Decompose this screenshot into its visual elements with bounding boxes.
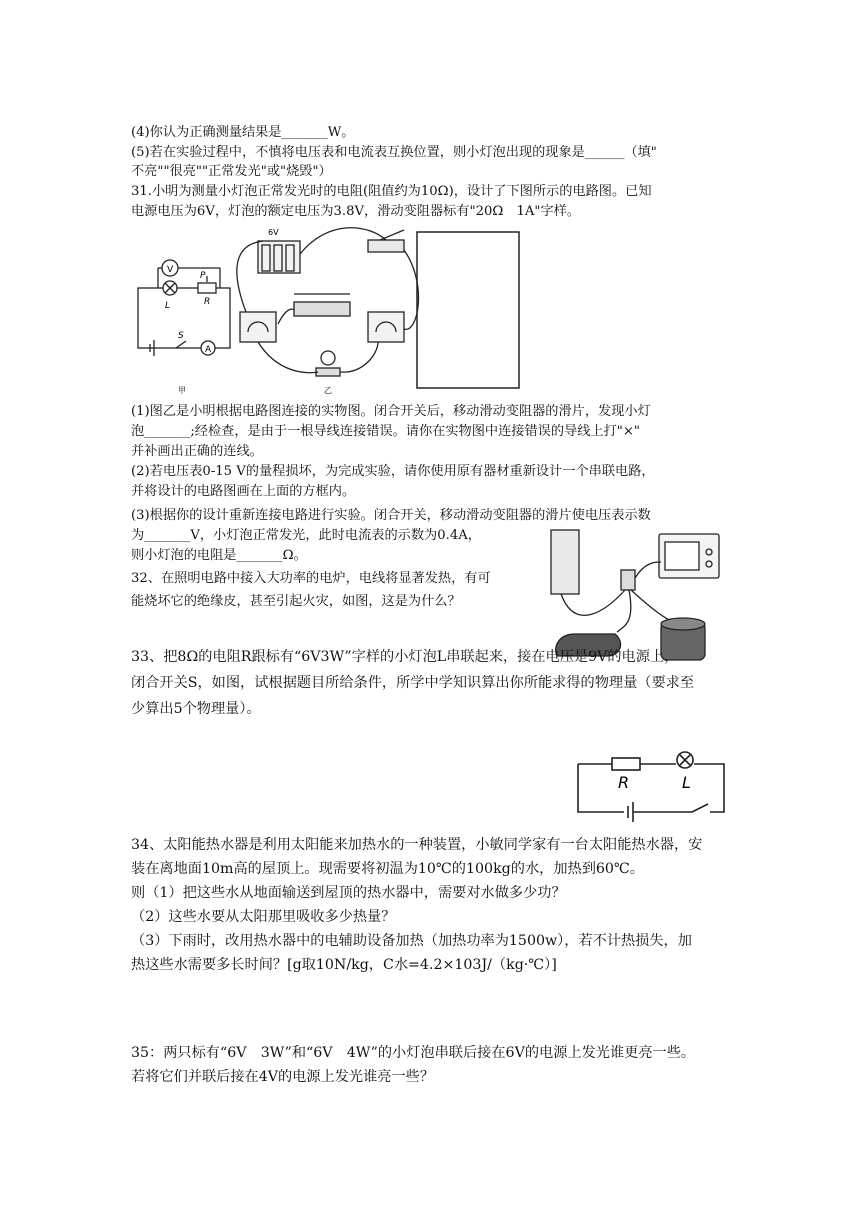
figure-33-circuit: [572, 748, 732, 824]
figure-32-appliances-image: [545, 522, 725, 668]
text-line: 32、在照明电路中接入大功率的电炉，电线将显著发热，有可: [131, 571, 491, 586]
text-line: 能烧坏它的绝缘皮，甚至引起火灾，如图，这是为什么？: [131, 594, 461, 609]
fig31-label-V: V: [167, 265, 174, 275]
fig31-label-P: P: [200, 271, 206, 281]
text-line: (4)你认为正确测量结果是_______W。: [131, 125, 355, 140]
text-line: 则小灯泡的电阻是_______Ω。: [131, 548, 307, 563]
text-line: 装在离地面10m高的屋顶上。现需要将初温为10℃的100kg的水，加热到60℃。: [131, 861, 644, 877]
fig31-label-R: R: [204, 297, 211, 307]
text-line: 为_______V，小灯泡正常发光，此时电流表的示数为0.4A，: [131, 528, 481, 543]
fig31-caption-jia: 甲: [178, 386, 186, 395]
text-line: 则（1）把这些水从地面输送到屋顶的热水器中，需要对水做多少功？: [131, 885, 566, 901]
text-line: (1)图乙是小明根据电路图连接的实物图。闭合开关后，移动滑动变阻器的滑片，发现小灯: [131, 404, 651, 419]
text-line: 少算出5个物理量）。: [131, 701, 261, 717]
text-line: 并补画出正确的连线。: [131, 444, 263, 459]
text-line: 35：两只标有“6V 3W”和“6V 4W”的小灯泡串联后接在6V的电源上发光谁更亮一些。: [131, 1045, 696, 1061]
text-line: 若将它们并联后接在4V的电源上发光谁亮一些？: [131, 1069, 435, 1085]
fig31-label-A: A: [205, 345, 212, 355]
text-line: 热这些水需要多长时间？[g取10N/kg，C水=4.2×103J/（kg·℃）]: [131, 957, 557, 973]
text-line: 闭合开关S，如图，试根据题目所给条件，所学中学知识算出你所能求得的物理量（要求至: [131, 675, 695, 691]
fig31-label-S: S: [178, 331, 184, 341]
text-line: (3)根据你的设计重新连接电路进行实验。闭合开关，移动滑动变阻器的滑片使电压表示数: [131, 508, 651, 523]
text-line: 电源电压为6V，灯泡的额定电压为3.8V，滑动变阻器标有"20Ω 1A"字样。: [131, 204, 581, 219]
text-line: 并将设计的电路图画在上面的方框内。: [131, 484, 356, 499]
fig31-source-label: 6V: [268, 228, 279, 237]
text-line: 33、把8Ω的电阻R跟标有“6V3W”字样的小灯泡L串联起来，接在电压是9V的电源上，: [131, 649, 679, 665]
fig33-label-R: R: [618, 773, 630, 792]
fig31-caption-yi: 乙: [324, 386, 332, 395]
text-line: (2)若电压表0-15 V的量程损坏，为完成实验，请你使用原有器材重新设计一个串联电路，: [131, 464, 655, 479]
text-line: 31.小明为测量小灯泡正常发光时的电阻(阻值约为10Ω)，设计了下图所示的电路图。已知: [131, 184, 652, 199]
text-line: （2）这些水要从太阳那里吸收多少热量？: [131, 909, 396, 925]
text-line: 不亮""很亮""正常发光"或"烧毁"）: [131, 164, 332, 179]
fig33-label-L: L: [682, 773, 691, 792]
fig31-label-L: L: [165, 301, 171, 311]
figure-31: [128, 224, 528, 396]
text-line: 34、太阳能热水器是利用太阳能来加热水的一种装置，小敏同学家有一台太阳能热水器，安: [131, 837, 703, 853]
text-line: (5)若在实验过程中，不慎将电压表和电流表互换位置，则小灯泡出现的现象是______（填": [131, 145, 657, 160]
text-line: （3）下雨时，改用热水器中的电辅助设备加热（加热功率为1500w），若不计热损失，加: [131, 933, 692, 949]
text-line: 泡_______;经检查，是由于一根导线连接错误。请你在实物图中连接错误的导线上打"×": [131, 424, 640, 439]
